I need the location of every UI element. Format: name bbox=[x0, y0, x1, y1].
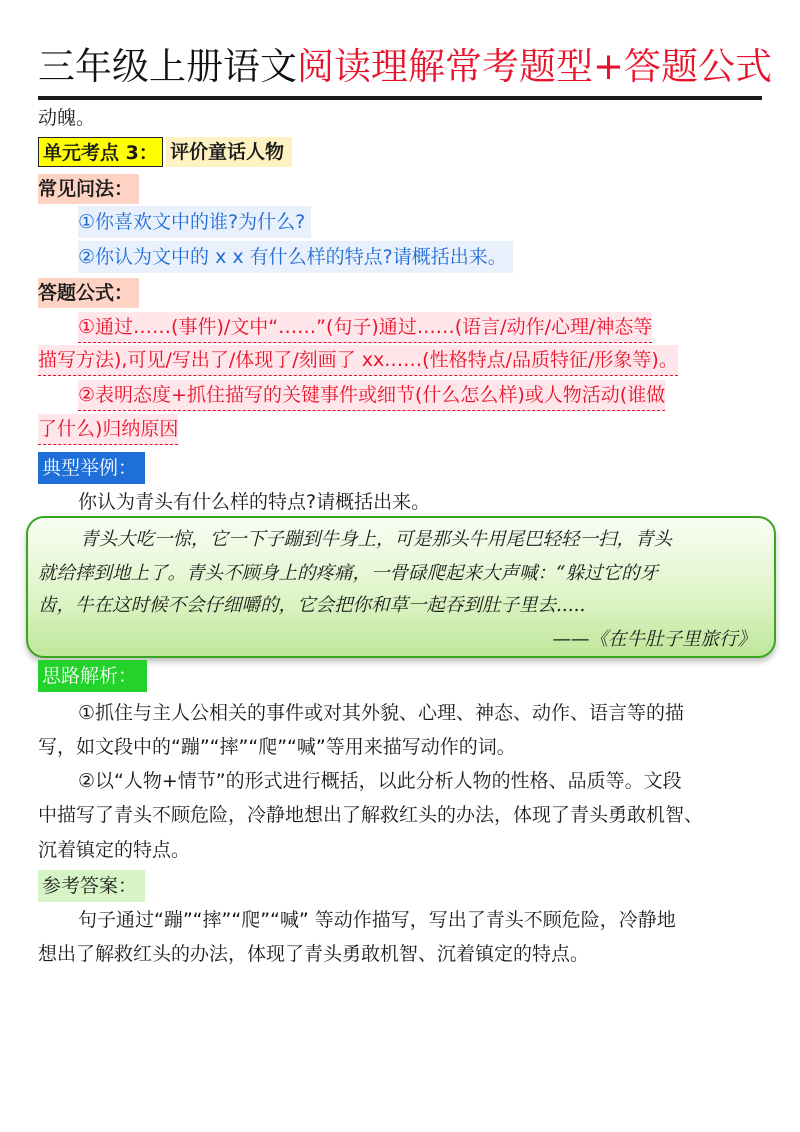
passage-line-3: 齿，牛在这时候不会仔细嚼的，它会把你和草一起吞到肚子里去..... bbox=[38, 595, 586, 616]
analysis-label: 思路解析： bbox=[38, 660, 147, 692]
formula-2-line-1: ②表明态度+抓住描写的关键事件或细节(什么怎么样)或人物活动(谁做 bbox=[78, 380, 665, 411]
formula-1-line-2: 描写方法),可见/写出了/体现了/刻画了 xx……(性格特点/品质特征/形象等)。 bbox=[38, 345, 678, 376]
title-part-red: 阅读理解常考题型+答题公式 bbox=[297, 45, 773, 88]
analysis-p2-line-1: ②以“人物+情节”的形式进行概括，以此分析人物的性格、品质等。文段 bbox=[78, 770, 682, 792]
analysis-p2-line-3: 沉着镇定的特点。 bbox=[38, 839, 191, 861]
passage-source: ——《在牛肚子里旅行》 bbox=[552, 629, 756, 650]
unit-topic: 评价童话人物 bbox=[166, 137, 292, 167]
answer-line-2: 想出了解救红头的办法，体现了青头勇敢机智、沉着镇定的特点。 bbox=[38, 943, 590, 965]
example-question: 你认为青头有什么样的特点?请概括出来。 bbox=[78, 491, 431, 513]
analysis-p1-line-1: ①抓住与主人公相关的事件或对其外貌、心理、神态、动作、语言等的描 bbox=[78, 702, 685, 724]
passage-box bbox=[26, 516, 776, 658]
question-1: ①你喜欢文中的谁?为什么? bbox=[78, 206, 311, 238]
answer-label: 参考答案： bbox=[38, 870, 145, 902]
common-questions-label: 常见问法： bbox=[38, 174, 139, 204]
analysis-p2-line-2: 中描写了青头不顾危险，冷静地想出了解救红头的办法，体现了青头勇敢机智、 bbox=[38, 804, 704, 826]
formula-1-line-1: ①通过……(事件)/文中“……”(句子)通过……(语言/动作/心理/神态等 bbox=[78, 312, 652, 343]
unit-label: 单元考点 3： bbox=[38, 137, 163, 167]
passage-line-1: 青头大吃一惊，它一下子蹦到牛身上，可是那头牛用尾巴轻轻一扫，青头 bbox=[80, 529, 673, 550]
answer-line-1: 句子通过“蹦”“摔”“爬”“喊” 等动作描写，写出了青头不顾危险，冷静地 bbox=[78, 909, 676, 931]
formula-2-line-2: 了什么)归纳原因 bbox=[38, 414, 178, 445]
question-2: ②你认为文中的 x x 有什么样的特点?请概括出来。 bbox=[78, 241, 513, 273]
intro-fragment: 动魄。 bbox=[38, 107, 96, 129]
example-label: 典型举例： bbox=[38, 452, 145, 484]
analysis-p1-line-2: 写，如文段中的“蹦”“摔”“爬”“喊”等用来描写动作的词。 bbox=[38, 736, 516, 758]
passage-line-2: 就给摔到地上了。青头不顾身上的疼痛，一骨碌爬起来大声喊：“躲过它的牙 bbox=[38, 563, 658, 584]
title-part-black: 三年级上册语文 bbox=[38, 45, 297, 88]
page-title bbox=[38, 38, 773, 100]
formula-label: 答题公式： bbox=[38, 278, 139, 308]
